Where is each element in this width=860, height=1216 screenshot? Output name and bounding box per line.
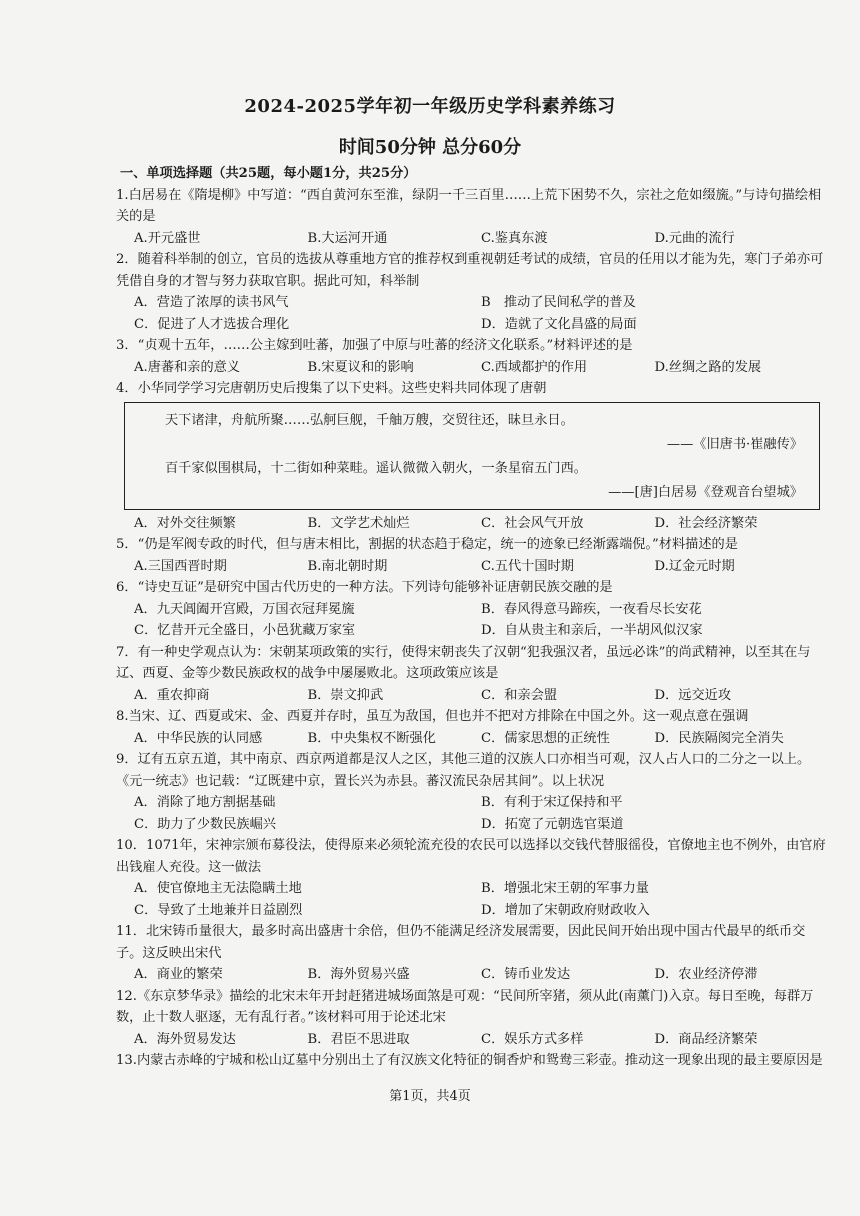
question-stem: 9．辽有五京五道，其中南京、西京两道都是汉人之区，其他三道的汉族人口亦相当可观，汉人占人口的二分之一以上。《元一统志》也记载：“辽既建中京，置长兴为赤县。蕃汉流民杂居其间”。以上状况 — [116, 752, 811, 789]
option-c: C．铸币业发达 — [481, 967, 571, 982]
option-b: B.南北朝时期 — [307, 558, 388, 574]
option-b: B．文学艺术灿烂 — [307, 515, 410, 531]
page-title: 2024-2025学年初一年级历史学科素养练习 — [244, 96, 616, 117]
option-a: A．消除了地方割据基础 — [134, 795, 276, 810]
question-stem: 3．“贞观十五年，……公主嫁到吐蕃，加强了中原与吐蕃的经济文化联系。”材料评述的是 — [116, 338, 633, 353]
page-number: 第1页，共4页 — [389, 1089, 471, 1104]
option-a: A．重农抑商 — [134, 687, 210, 703]
option-c: C．导致了土地兼并日益剧烈 — [134, 902, 303, 918]
option-c: C．娱乐方式多样 — [481, 1031, 584, 1047]
option-b: B．君臣不思进取 — [307, 1031, 410, 1047]
question-4 — [116, 378, 828, 534]
option-a: A．使官僚地主无法隐瞒土地 — [134, 881, 302, 896]
question-stem: 5．“仍是军阀专政的时代，但与唐末相比，割据的状态趋于稳定，统一的迹象已经渐露端倪。”材料描述的是 — [116, 537, 738, 552]
question-8 — [116, 706, 828, 749]
option-a: A.唐蕃和亲的意义 — [134, 359, 241, 375]
option-a: A．对外交往频繁 — [134, 515, 236, 531]
question-12 — [116, 986, 828, 1051]
question-10 — [116, 835, 828, 921]
option-d: D．商品经济繁荣 — [654, 1031, 758, 1047]
option-c: C．和亲会盟 — [481, 687, 558, 703]
option-d: D．社会经济繁荣 — [654, 515, 758, 531]
question-stem: 2．随着科举制的创立，官员的选拔从尊重地方官的推荐权到重视朝廷考试的成绩，官员的任用以才能为先，寒门子弟亦可凭借自身的才智与努力获取官职。据此可知，科举制 — [116, 252, 824, 289]
question-stem: 10．1071年，宋神宗颁布募役法，使得原来必须轮流充役的农民可以选择以交钱代替服徭役，官僚地主也不例外，由官府出钱雇人充役。这一做法 — [116, 838, 826, 875]
question-5 — [116, 534, 828, 577]
question-6 — [116, 577, 828, 642]
section-heading: 一、单项选择题（共25题，每小题1分，共25分） — [120, 166, 417, 181]
option-c: C．助力了少数民族崛兴 — [134, 816, 276, 832]
option-a: A．海外贸易发达 — [134, 1031, 236, 1047]
option-c: C.西域都护的作用 — [481, 359, 588, 375]
option-b: B.宋夏议和的影响 — [307, 359, 414, 375]
questions — [116, 163, 828, 1072]
option-b: B．增强北宋王朝的军事力量 — [481, 881, 649, 896]
question-1 — [116, 185, 828, 250]
option-d: D．造就了文化昌盛的局面 — [481, 316, 637, 332]
question-11 — [116, 921, 828, 986]
source-quote: 天下诸津，舟航所聚……弘舸巨舰，千舳万艘，交贸往还，昧旦永日。 — [165, 412, 574, 428]
option-d: D．自从贵主和亲后，一半胡风似汉家 — [481, 623, 703, 638]
option-c: C．社会风气开放 — [481, 515, 584, 531]
question-2 — [116, 249, 828, 335]
option-a: A．九天阊阖开宫殿，万国衣冠拜冕旒 — [134, 601, 355, 617]
question-stem: 13.内蒙古赤峰的宁城和松山辽墓中分别出土了有汉族文化特征的铜香炉和鸳鸯三彩壶。推动这一现象出现的最主要原因是 — [116, 1053, 823, 1068]
option-a: A.三国西晋时期 — [134, 558, 227, 574]
option-c: C．儒家思想的正统性 — [481, 730, 610, 746]
option-d: D.辽金元时期 — [654, 558, 735, 574]
source-citation: ——《旧唐书·崔融传》 — [666, 436, 803, 452]
option-b: B 推动了民间私学的普及 — [481, 295, 636, 310]
option-a: A.开元盛世 — [134, 230, 201, 246]
option-b: B．中央集权不断强化 — [307, 730, 436, 746]
source-citation: ——[唐]白居易《登观音台望城》 — [608, 484, 803, 500]
option-c: C.鉴真东渡 — [481, 230, 548, 246]
option-a: A．中华民族的认同感 — [134, 730, 263, 746]
option-d: D.元曲的流行 — [654, 230, 735, 246]
option-b: B．崇文抑武 — [307, 687, 384, 703]
option-c: C.五代十国时期 — [481, 558, 574, 574]
question-stem: 1.白居易在《隋堤柳》中写道：“西自黄河东至淮，绿阴一千三百里……上荒下困势不久，宗社之危如缀旒。”与诗句描绘相关的是 — [116, 187, 822, 224]
question-3 — [116, 335, 828, 378]
option-d: D．增加了宋朝政府财政收入 — [481, 902, 650, 918]
option-a: A．营造了浓厚的读书风气 — [134, 295, 289, 310]
option-c: C．忆昔开元全盛日，小邑犹藏万家室 — [134, 623, 356, 638]
question-stem: 7．有一种史学观点认为：宋朝某项政策的实行，使得宋朝丧失了汉朝“犯我强汉者，虽远必诛”的尚武精神，以至其在与辽、西夏、金等少数民族政权的战争中屡屡败北。这项政策应该是 — [116, 644, 811, 681]
option-b: B.大运河开通 — [307, 230, 388, 246]
source-quote: 百千家似围棋局，十二街如种菜畦。遥认微微入朝火，一条星宿五门西。 — [165, 460, 587, 476]
page-subtitle: 时间50分钟 总分60分 — [338, 137, 522, 158]
option-d: D．拓宽了元朝选官渠道 — [481, 816, 624, 832]
question-7 — [116, 642, 828, 707]
option-a: A．商业的繁荣 — [134, 967, 223, 982]
option-d: D.丝绸之路的发展 — [654, 359, 762, 375]
source-box — [124, 402, 820, 510]
question-13 — [116, 1050, 828, 1072]
option-d: D．民族隔阂完全消失 — [654, 730, 784, 746]
option-b: B．海外贸易兴盛 — [307, 967, 410, 982]
question-stem: 12.《东京梦华录》描绘的北宋末年开封赶猪进城场面煞是可观：“民间所宰猪，须从此(南薰门)入京。每日至晚，每群万数，止十数人驱逐，无有乱行者。”该材料可用于论述北宋 — [116, 988, 814, 1025]
option-c: C．促进了人才选拔合理化 — [134, 316, 290, 332]
question-stem: 8.当宋、辽、西夏或宋、金、西夏并存时，虽互为敌国，但也并不把对方排除在中国之外。这一观点意在强调 — [116, 709, 749, 724]
option-d: D．远交近攻 — [654, 687, 732, 703]
option-b: B．有利于宋辽保持和平 — [481, 795, 623, 810]
option-d: D．农业经济停滞 — [654, 967, 758, 982]
question-stem: 4．小华同学学习完唐朝历史后搜集了以下史料。这些史料共同体现了唐朝 — [116, 381, 547, 396]
question-stem: 6．“诗史互证”是研究中国古代历史的一种方法。下列诗句能够补证唐朝民族交融的是 — [116, 580, 613, 595]
question-stem: 11．北宋铸币量很大，最多时高出盛唐十余倍，但仍不能满足经济发展需要，因此民间开始出现中国古代最早的纸币交子。这反映出宋代 — [116, 924, 806, 961]
option-b: B．春风得意马蹄疾，一夜看尽长安花 — [481, 601, 702, 617]
question-9 — [116, 749, 828, 835]
